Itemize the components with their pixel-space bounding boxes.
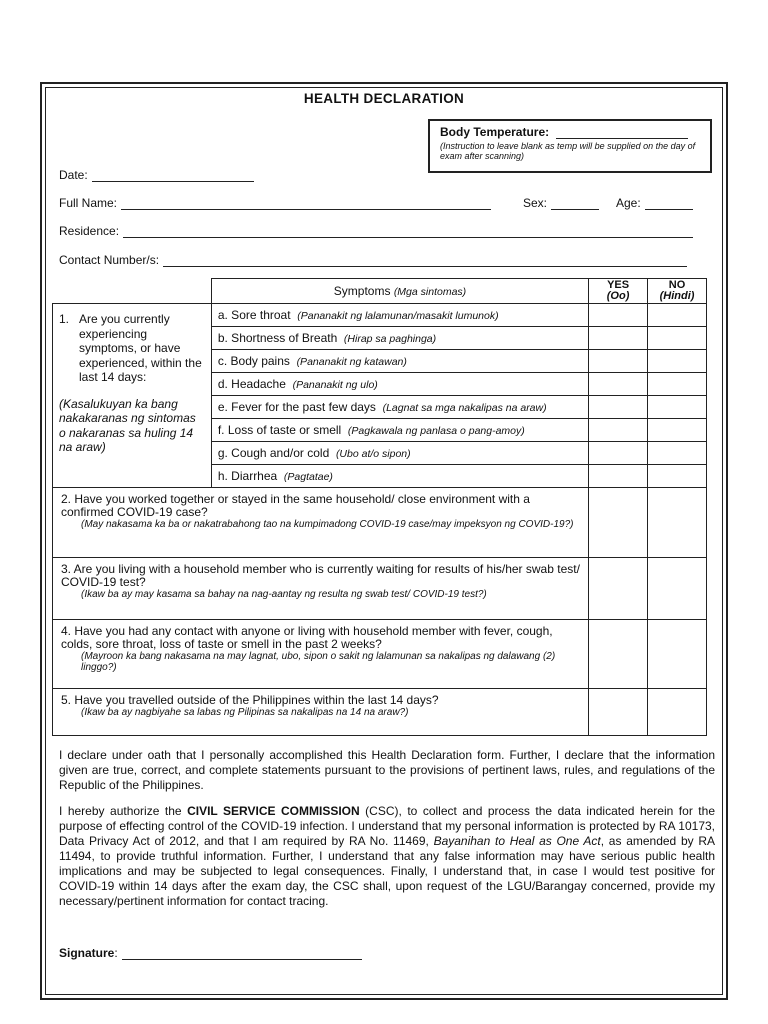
- symptom-row-a: [53, 304, 707, 327]
- authorization-paragraph: [59, 804, 715, 909]
- body-temperature-label: Body Temperature:: [440, 125, 550, 139]
- q1-number: 1.: [59, 312, 70, 326]
- date-field[interactable]: [92, 169, 254, 182]
- symptom-translation: (Pananakit ng lalamunan/masakit lumunok): [297, 310, 499, 322]
- no-checkbox-b[interactable]: [648, 327, 707, 350]
- no-checkbox-a[interactable]: [648, 304, 707, 327]
- yes-header: [589, 279, 648, 304]
- q1-translation: (Kasalukuyan ka bang nakakaranas ng sintomas o nakaranas sa huling 14 na araw): [59, 396, 196, 454]
- symptom-translation: (Pagtatae): [283, 471, 333, 483]
- no-checkbox-e[interactable]: [648, 396, 707, 419]
- declaration-paragraph: I declare under oath that I personally accomplished this Health Declaration form. Further, I declare that the information given are true, correct, and complete statements pursuant to the provisions of pertinent laws, rules, and regulations of the Republic of the Philippines.: [59, 748, 715, 792]
- question-text: 5. Have you travelled outside of the Philippines within the last 14 days?: [61, 693, 439, 707]
- contact-row: [59, 253, 687, 267]
- date-label: Date:: [59, 168, 88, 182]
- body-temperature-note: (Instruction to leave blank as temp will be supplied on the day of exam after scanning): [440, 141, 696, 161]
- signature-label: Signature: [59, 946, 115, 960]
- table-header-empty: [53, 279, 212, 304]
- authorization-post: , as amended by RA 11494, to provide truthful information. Further, I understand that any false information may have serious public health implications and may be subjected to legal consequences. Finally, I understand that, in case I would test positive for COVID-19 within 14 days after the exam day, the CSC shall, upon request of the LGU/Barangay concerned, provide my necessary/pertinent information for contact tracing.: [59, 834, 715, 908]
- authorization-org: CIVIL SERVICE COMMISSION: [187, 804, 360, 818]
- q1-text: Are you currently experiencing symptoms, or have experienced, within the last 14 days:: [79, 312, 202, 384]
- no-checkbox-q4[interactable]: [648, 620, 707, 689]
- yes-checkbox-g[interactable]: [589, 442, 648, 465]
- symptoms-header-tl: (Mga sintomas): [393, 286, 467, 298]
- age-label: Age:: [616, 196, 641, 210]
- sex-field[interactable]: [551, 197, 599, 210]
- full-name-field[interactable]: [121, 197, 491, 210]
- authorization-mid: (CSC), to collect and process the data indicated herein for the purpose of effecting control of the COVID-19 infection. I understand that my personal information is protected by RA 10173, Data Privacy Act of 2012, and that I am required by RA No. 11469,: [59, 804, 715, 848]
- symptom-label: h. Diarrhea: [217, 469, 278, 483]
- symptom-translation: (Ubo at/o sipon): [335, 448, 411, 460]
- sex-label: Sex:: [523, 196, 548, 210]
- question-5-row: [53, 689, 707, 736]
- no-checkbox-g[interactable]: [648, 442, 707, 465]
- no-checkbox-q3[interactable]: [648, 558, 707, 620]
- yes-checkbox-d[interactable]: [589, 373, 648, 396]
- yes-checkbox-b[interactable]: [589, 327, 648, 350]
- yes-checkbox-q5[interactable]: [589, 689, 648, 736]
- sex-row: [523, 196, 599, 210]
- no-checkbox-d[interactable]: [648, 373, 707, 396]
- symptom-label: d. Headache: [217, 377, 286, 391]
- age-row: [616, 196, 693, 210]
- yes-checkbox-f[interactable]: [589, 419, 648, 442]
- question-1-cell: [53, 304, 212, 488]
- signature-field[interactable]: [122, 947, 362, 960]
- question-translation: (Ikaw ba ay may kasama sa bahay na nag-aantay ng resulta ng swab test/ COVID-19 test?): [81, 589, 487, 600]
- no-checkbox-q5[interactable]: [648, 689, 707, 736]
- authorization-act: Bayanihan to Heal as One Act: [433, 834, 601, 848]
- body-temperature-field[interactable]: [556, 126, 688, 139]
- symptom-translation: (Pagkawala ng panlasa o pang-amoy): [347, 425, 525, 437]
- contact-field[interactable]: [163, 254, 687, 267]
- symptoms-header: [211, 279, 588, 304]
- symptom-translation: (Pananakit ng ulo): [292, 379, 378, 391]
- question-text: 4. Have you had any contact with anyone or living with household member with fever, cough, colds, sore throat, loss of taste or smell in the past 2 weeks?: [61, 624, 553, 651]
- question-text: 2. Have you worked together or stayed in the same household/ close environment with a confirmed COVID-19 case?: [61, 492, 530, 519]
- question-translation: (May nakasama ka ba or nakatrabahong tao na kumpimadong COVID-19 case/may impeksyon ng COVID-19?): [81, 519, 574, 530]
- date-row: [59, 168, 254, 182]
- question-4-row: [53, 620, 707, 689]
- form-title: HEALTH DECLARATION: [303, 91, 465, 106]
- question-text: 3. Are you living with a household member who is currently waiting for results of his/her swab test/ COVID-19 test?: [61, 562, 580, 589]
- yes-checkbox-c[interactable]: [589, 350, 648, 373]
- question-3-cell: [53, 558, 589, 620]
- yes-checkbox-q3[interactable]: [589, 558, 648, 620]
- no-checkbox-c[interactable]: [648, 350, 707, 373]
- yes-checkbox-q2[interactable]: [589, 488, 648, 558]
- question-5-cell: [53, 689, 589, 736]
- table-header-row: [53, 279, 707, 304]
- contact-label: Contact Number/s:: [59, 253, 160, 267]
- no-checkbox-h[interactable]: [648, 465, 707, 488]
- age-field[interactable]: [645, 197, 693, 210]
- symptom-label: g. Cough and/or cold: [217, 446, 330, 460]
- full-name-label: Full Name:: [59, 196, 118, 210]
- symptoms-header-label: Symptoms: [333, 284, 391, 298]
- symptom-translation: (Hirap sa paghinga): [343, 333, 437, 345]
- yes-label: YES: [607, 279, 630, 291]
- yes-checkbox-h[interactable]: [589, 465, 648, 488]
- no-label: NO: [668, 279, 686, 291]
- no-tl: (Hindi): [659, 290, 695, 302]
- form-frame: [40, 82, 728, 1000]
- symptom-translation: (Pananakit ng katawan): [296, 356, 407, 368]
- symptom-translation: (Lagnat sa mga nakalipas na araw): [382, 402, 547, 414]
- no-header: [648, 279, 707, 304]
- symptoms-table: [52, 278, 707, 736]
- question-translation: (Ikaw ba ay nagbiyahe sa labas ng Pilipinas sa nakalipas na 14 na araw?): [81, 707, 409, 718]
- symptom-label: f. Loss of taste or smell: [217, 423, 342, 437]
- question-3-row: [53, 558, 707, 620]
- body-temperature-box: [428, 119, 712, 173]
- symptom-label: a. Sore throat: [217, 308, 291, 322]
- yes-checkbox-e[interactable]: [589, 396, 648, 419]
- no-checkbox-f[interactable]: [648, 419, 707, 442]
- yes-checkbox-q4[interactable]: [589, 620, 648, 689]
- residence-row: [59, 224, 693, 238]
- yes-checkbox-a[interactable]: [589, 304, 648, 327]
- residence-field[interactable]: [123, 225, 693, 238]
- symptom-label: e. Fever for the past few days: [217, 400, 376, 414]
- question-4-cell: [53, 620, 589, 689]
- question-translation: (Mayroon ka bang nakasama na may lagnat, ubo, sipon o sakit ng lalamunan sa nakalipas ng dalawang (2) linggo?): [81, 651, 556, 673]
- yes-tl: (Oo): [606, 290, 630, 302]
- signature-row: Signature:: [59, 946, 362, 960]
- residence-label: Residence:: [59, 224, 120, 238]
- authorization-pre: I hereby authorize the: [59, 804, 188, 818]
- full-name-row: [59, 196, 491, 210]
- question-2-cell: [53, 488, 589, 558]
- no-checkbox-q2[interactable]: [648, 488, 707, 558]
- question-2-row: [53, 488, 707, 558]
- symptom-label: b. Shortness of Breath: [217, 331, 338, 345]
- symptom-label: c. Body pains: [217, 354, 290, 368]
